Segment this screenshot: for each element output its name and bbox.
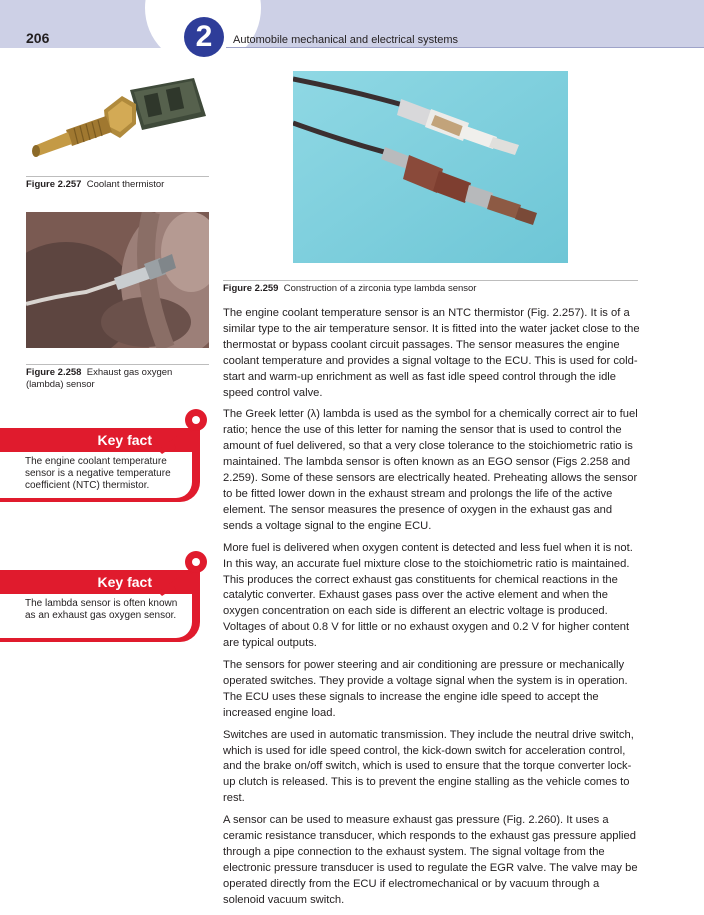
figure-zirconia-lambda-sensor	[293, 71, 568, 263]
figure-coolant-thermistor	[26, 70, 209, 168]
figure-rule	[223, 280, 638, 281]
paragraph: More fuel is delivered when oxygen content is detected and less fuel when it is not. In this way, an accurate fuel mixture close to the stoichiometric ratio is maintained. This produces the correct exhaust gas constituents for chemical reactions in the catalytic converter. Exhaust gases pass over the active element and when the oxygen concentration on each side is different an electric voltage is produced. Voltages of about 0.8 V for little or no exhaust oxygen and 0.2 V for higher content are typical outputs.	[223, 541, 633, 650]
paragraph: A sensor can be used to measure exhaust gas pressure (Fig. 2.260). It uses a ceramic resistance transducer, which responds to the exhaust gas pressure applied through a pipe connection to the exhaust system. The signal voltage from the electronic pressure transducer is used to regulate the EGR valve. The valve may be operated directly from the ECU if electromechanical or by vacuum through a solenoid vacuum switch.	[223, 814, 638, 906]
key-fact-title: Key fact	[97, 574, 152, 590]
page-number: 206	[26, 30, 50, 46]
figure-caption: Figure 2.258 Exhaust gas oxygen (lambda) sensor	[26, 367, 173, 390]
figure-rule	[26, 364, 209, 365]
figure-exhaust-oxygen-sensor	[26, 212, 209, 348]
paragraph: The Greek letter (λ) lambda is used as the symbol for a chemically correct air to fuel ratio; hence the use of this letter for naming the sensor that is used to control the amount of fuel delivered, so that a very close tolerance to the stoichiometric ratio is maintained. The lambda sensor is often known as an EGO sensor (Figs 2.258 and 2.259). Some of these sensors are electrically heated. Preheating allows the sensor to be fitted lower down in the exhaust stream and prolongs the life of the active element. The sensor measures the presence of oxygen in the exhaust gas and sends a voltage signal to the engine ECU.	[223, 408, 638, 532]
key-icon	[154, 548, 210, 596]
running-title: Automobile mechanical and electrical systems	[233, 34, 458, 46]
header-rule	[226, 47, 704, 48]
figure-caption: Figure 2.259 Construction of a zirconia type lambda sensor	[223, 283, 477, 294]
figure-rule	[26, 176, 209, 177]
chapter-number: 2	[184, 17, 224, 57]
paragraph: The engine coolant temperature sensor is an NTC thermistor (Fig. 2.257). It is of a similar type to the air temperature sensor. It is fitted into the water jacket close to the thermostat or bypass coolant circuit passages. The sensor measures the engine coolant temperature and provides a signal voltage to the ECU. This is used for cold-start and warm-up enrichment as well as fast idle speed control through the idle speed control valve.	[223, 307, 640, 399]
figure-caption: Figure 2.257 Coolant thermistor	[26, 179, 165, 190]
paragraph: Switches are used in automatic transmission. They include the neutral drive switch, which is used for idle speed control, the kick-down switch for acceleration control, and the brake on/off switch, which is used to ensure that the torque converter lock-up clutch is released. This is to prevent the engine stalling as the vehicle comes to rest.	[223, 728, 634, 805]
key-fact-title: Key fact	[97, 432, 152, 448]
paragraph: The sensors for power steering and air conditioning are pressure or mechanically operated switches. They provide a voltage signal when the system is in operation. The ECU uses these signals to increase the engine idle speed to accept the increased engine load.	[223, 659, 628, 719]
key-fact-text: The lambda sensor is often known as an exhaust gas oxygen sensor.	[25, 598, 178, 621]
body-text	[223, 306, 643, 915]
key-fact-box	[0, 570, 215, 652]
key-icon	[154, 406, 210, 454]
key-fact-box	[0, 428, 215, 510]
key-fact-text: The engine coolant temperature sensor is a negative temperature coefficient (NTC) thermistor.	[25, 456, 171, 491]
